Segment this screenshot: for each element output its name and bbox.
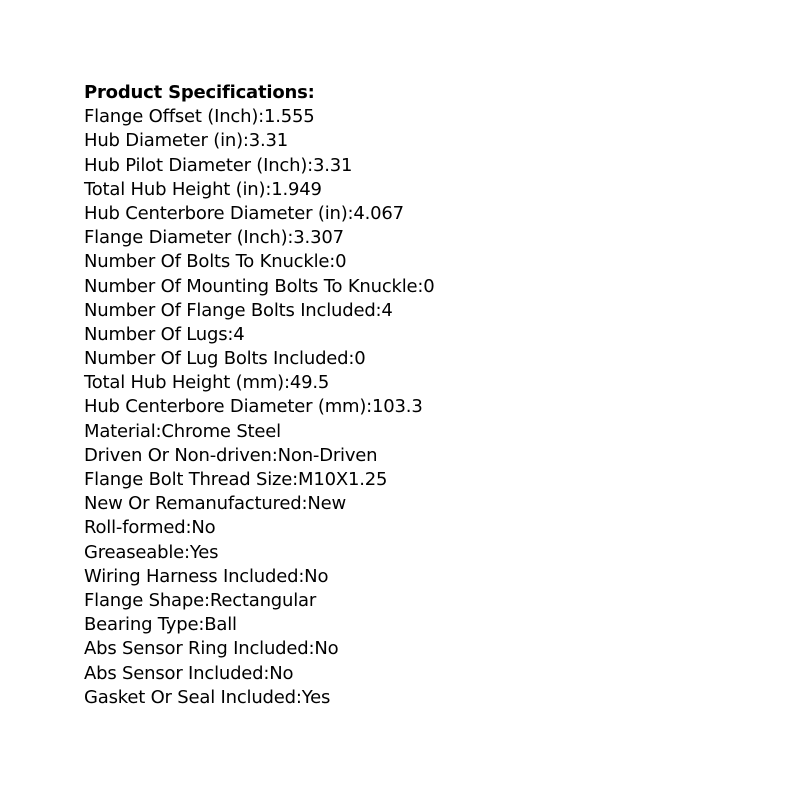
spec-line: Abs Sensor Ring Included:No — [84, 638, 339, 660]
spec-line: Bearing Type:Ball — [84, 614, 237, 636]
spec-line: Hub Diameter (in):3.31 — [84, 130, 289, 152]
spec-line: Flange Shape:Rectangular — [84, 589, 317, 611]
spec-line: Wiring Harness Included:No — [84, 565, 329, 587]
product-specifications — [84, 81, 784, 710]
spec-line: Number Of Lug Bolts Included:0 — [84, 348, 366, 370]
spec-line: Flange Offset (Inch):1.555 — [84, 106, 315, 128]
spec-line: Roll-formed:No — [84, 517, 216, 539]
spec-line: New Or Remanufactured:New — [84, 493, 346, 515]
spec-line: Number Of Flange Bolts Included:4 — [84, 299, 393, 321]
spec-line: Gasket Or Seal Included:Yes — [84, 686, 331, 708]
spec-line: Flange Bolt Thread Size:M10X1.25 — [84, 469, 388, 490]
spec-line: Total Hub Height (mm):49.5 — [84, 372, 330, 394]
spec-line: Hub Centerbore Diameter (in):4.067 — [84, 202, 404, 224]
spec-line: Number Of Bolts To Knuckle:0 — [84, 251, 347, 273]
spec-line: Driven Or Non-driven:Non-Driven — [84, 444, 378, 466]
spec-line: Material:Chrome Steel — [84, 420, 281, 442]
spec-line: Total Hub Height (in):1.949 — [84, 178, 322, 200]
specifications-list — [84, 105, 784, 710]
spec-line: Abs Sensor Included:No — [84, 662, 294, 684]
spec-line: Number Of Mounting Bolts To Knuckle:0 — [84, 275, 435, 297]
spec-line: Flange Diameter (Inch):3.307 — [84, 227, 344, 249]
spec-line: Hub Centerbore Diameter (mm):103.3 — [84, 396, 423, 418]
spec-line: Greaseable:Yes — [84, 541, 219, 563]
specifications-title: Product Specifications: — [84, 82, 315, 103]
spec-line: Number Of Lugs:4 — [84, 323, 245, 345]
spec-line: Hub Pilot Diameter (Inch):3.31 — [84, 154, 353, 176]
